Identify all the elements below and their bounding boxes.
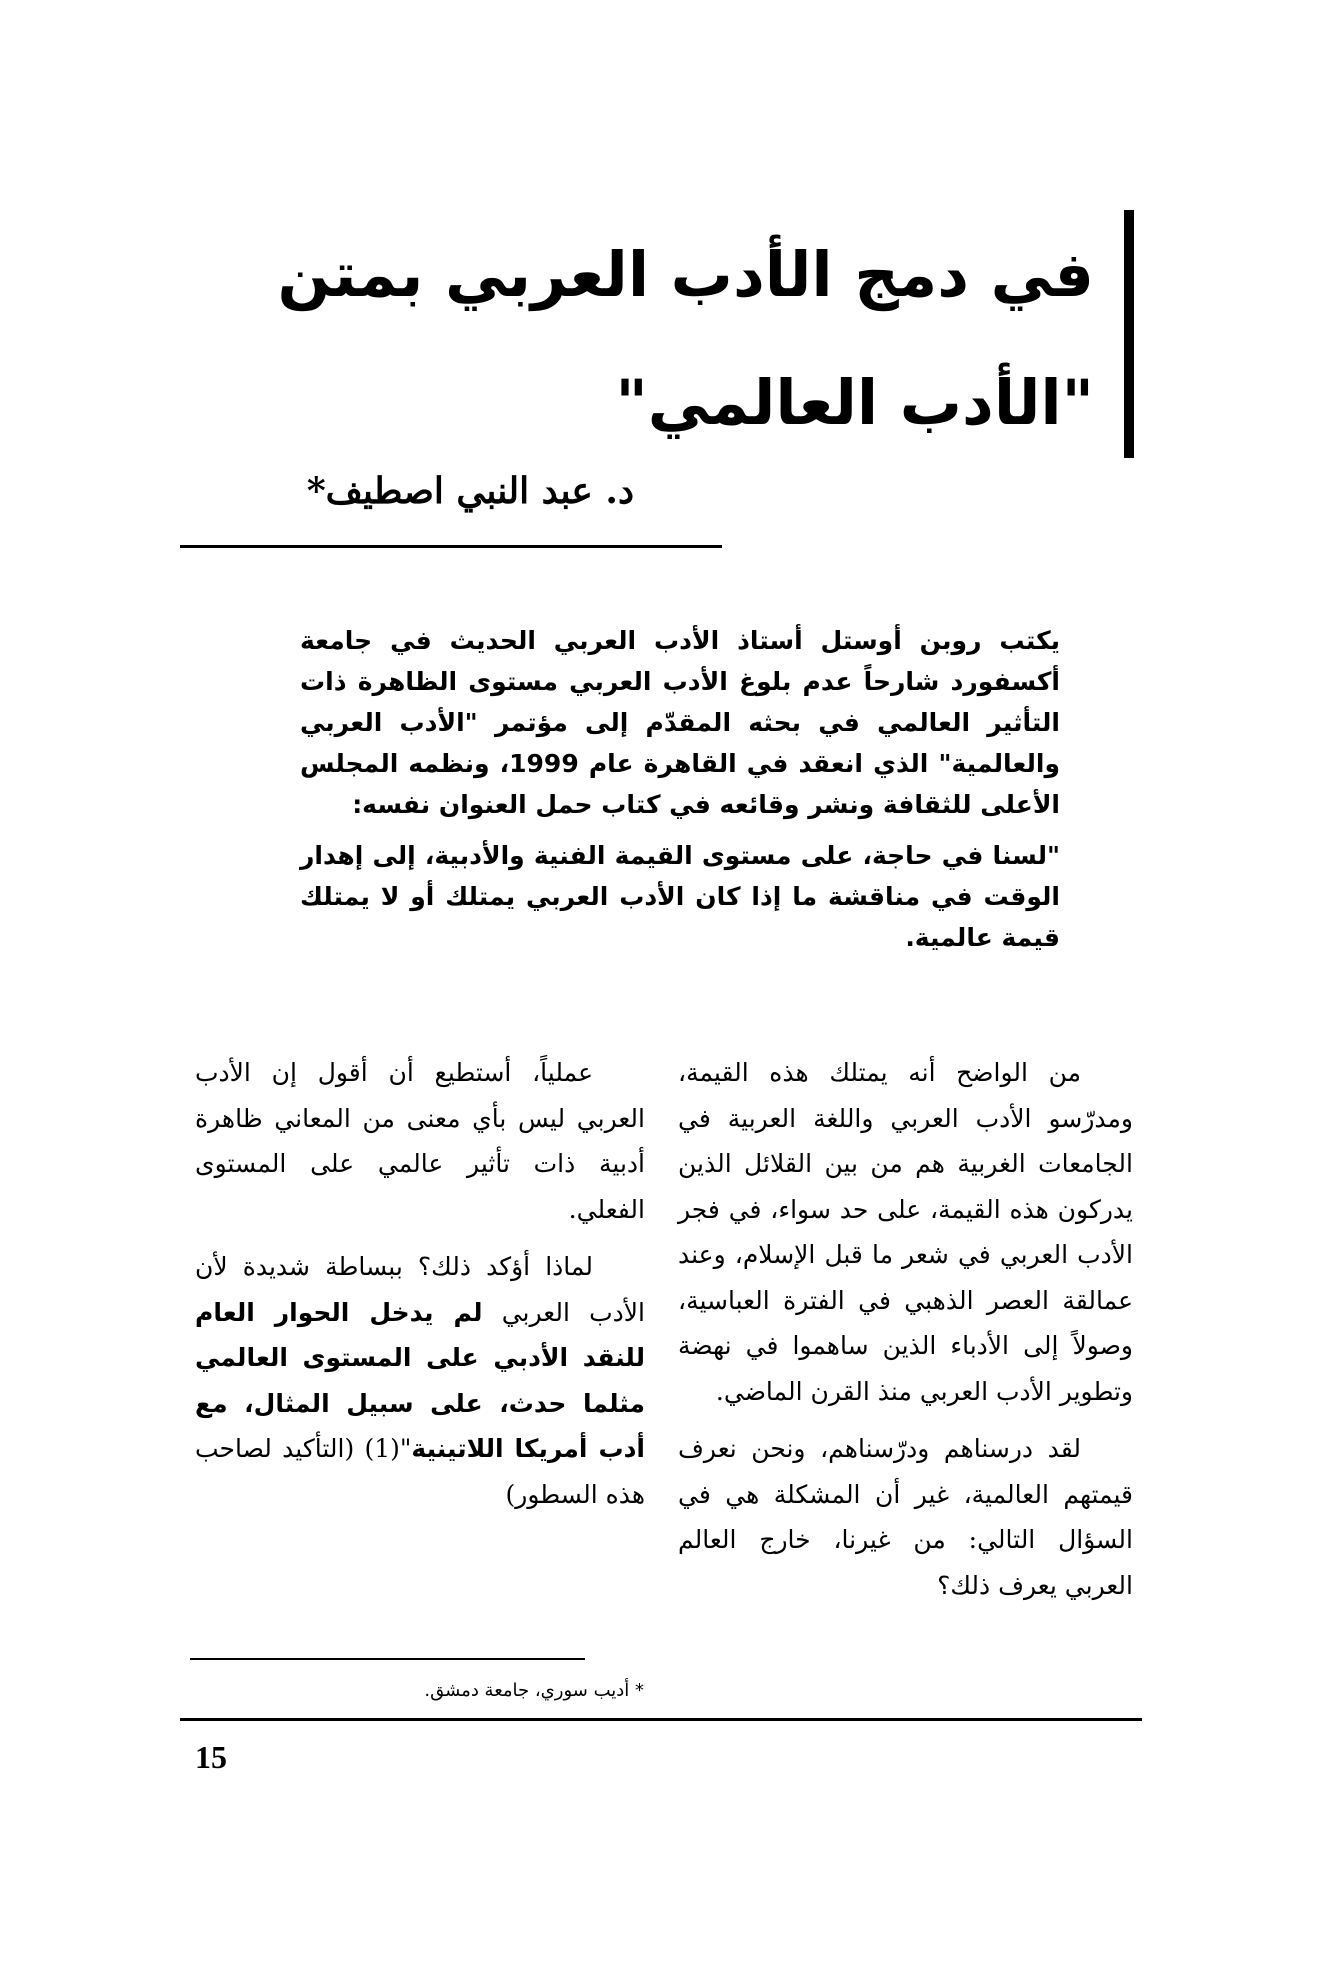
left-column-paragraph-2 <box>195 1244 645 1517</box>
author-divider <box>180 545 722 548</box>
article-title-line-1: في دمج الأدب العربي بمتن <box>277 238 1094 311</box>
left-paragraph-2-end: "(1) (التأكيد لصاحب هذه السطور) <box>195 1434 645 1509</box>
left-paragraph-2-start: لماذا أؤكد ذلك؟ ببساطة شديدة لأن الأدب العربي <box>195 1252 645 1327</box>
abstract-paragraph-2: "لسنا في حاجة، على مستوى القيمة الفنية والأدبية، إلى إهدار الوقت في مناقشة ما إذا كان الأدب العربي يمتلك أو لا يمتلك قيمة عالمية. <box>300 841 1060 952</box>
author-name: د. عبد النبي اصطيف* <box>306 470 634 512</box>
right-column-paragraph-2: لقد درسناهم ودرّسناهم، ونحن نعرف قيمتهم العالمية، غير أن المشكلة هي في السؤال التالي: من غيرنا، خارج العالم العربي يعرف ذلك؟ <box>678 1434 1133 1600</box>
page-number: 15 <box>195 1739 227 1775</box>
footer-divider <box>180 1718 1142 1721</box>
right-column-paragraph-1: من الواضح أنه يمتلك هذه القيمة، ومدرّسو الأدب العربي واللغة العربية في الجامعات الغربية هم من بين القلائل الذين يدركون هذه القيمة، على حد سواء، في فجر الأدب العربي في شعر ما قبل الإسلام، وعند عمالقة العصر الذهبي في الفترة العباسية، وصولاً إلى الأدباء الذين ساهموا في نهضة وتطوير الأدب العربي منذ القرن الماضي. <box>678 1058 1133 1406</box>
left-column-paragraph-1: عملياً، أستطيع أن أقول إن الأدب العربي ليس بأي معنى من المعاني ظاهرة أدبية ذات تأثير عالمي على المستوى الفعلي. <box>195 1058 645 1224</box>
abstract <box>300 620 1060 958</box>
title-accent-bar <box>1124 210 1134 458</box>
abstract-paragraph-1: يكتب روبن أوستل أستاذ الأدب العربي الحديث في جامعة أكسفورد شارحاً عدم بلوغ الأدب العربي مستوى الظاهرة ذات التأثير العالمي في بحثه المقدّم إلى مؤتمر "الأدب العربي والعالمية" الذي انعقد في القاهرة عام 1999، ونظمه المجلس الأعلى للثقافة ونشر وقائعه في كتاب حمل العنوان نفسه: <box>300 626 1060 819</box>
footnote: * أديب سوري، جامعة دمشق. <box>424 1680 644 1701</box>
footnote-divider <box>190 1658 585 1660</box>
body-column-left <box>195 1050 645 1517</box>
article-title-line-2: "الأدب العالمي" <box>615 366 1094 439</box>
body-column-right <box>678 1050 1133 1608</box>
left-paragraph-2-emphasis: لم يدخل الحوار العام للنقد الأدبي على المستوى العالمي مثلما حدث، على سبيل المثال، مع أدب أمريكا اللاتينية <box>195 1297 645 1463</box>
